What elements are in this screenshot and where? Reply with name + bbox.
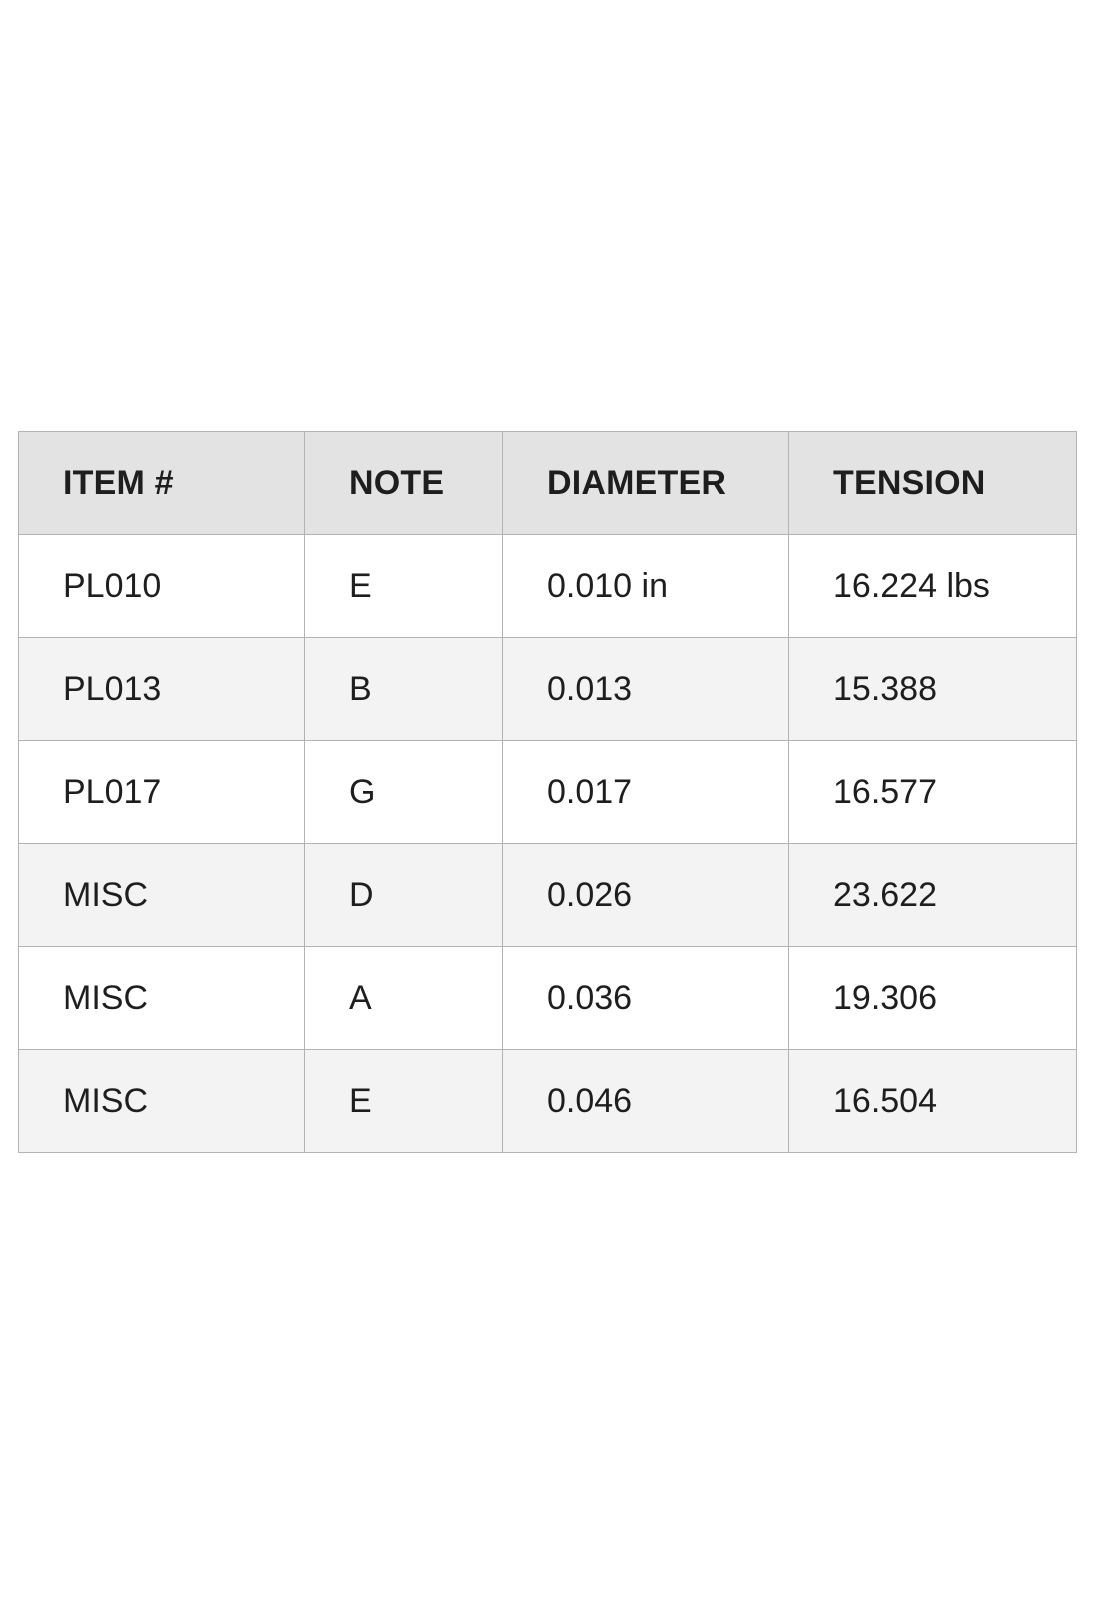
cell-diameter: 0.026 — [503, 844, 789, 947]
cell-item-number: PL017 — [19, 741, 305, 844]
cell-diameter: 0.013 — [503, 638, 789, 741]
header-tension: TENSION — [789, 432, 1077, 535]
table-row — [19, 741, 1077, 844]
string-gauge-table-container — [18, 431, 1076, 1153]
cell-item-number: MISC — [19, 844, 305, 947]
cell-item-number: PL010 — [19, 535, 305, 638]
header-diameter: DIAMETER — [503, 432, 789, 535]
header-item-number: ITEM # — [19, 432, 305, 535]
cell-tension: 16.577 — [789, 741, 1077, 844]
cell-tension: 15.388 — [789, 638, 1077, 741]
cell-diameter: 0.017 — [503, 741, 789, 844]
cell-note: E — [305, 1050, 503, 1153]
table-body — [19, 535, 1077, 1153]
cell-note: D — [305, 844, 503, 947]
table-row — [19, 844, 1077, 947]
cell-item-number: MISC — [19, 1050, 305, 1153]
cell-diameter: 0.010 in — [503, 535, 789, 638]
table-row — [19, 638, 1077, 741]
table-row — [19, 535, 1077, 638]
cell-note: E — [305, 535, 503, 638]
cell-tension: 19.306 — [789, 947, 1077, 1050]
cell-item-number: PL013 — [19, 638, 305, 741]
table-header — [19, 432, 1077, 535]
cell-tension: 23.622 — [789, 844, 1077, 947]
header-note: NOTE — [305, 432, 503, 535]
header-row — [19, 432, 1077, 535]
cell-diameter: 0.046 — [503, 1050, 789, 1153]
cell-note: B — [305, 638, 503, 741]
string-gauge-table — [18, 431, 1077, 1153]
table-row — [19, 1050, 1077, 1153]
cell-tension: 16.504 — [789, 1050, 1077, 1153]
cell-note: G — [305, 741, 503, 844]
cell-note: A — [305, 947, 503, 1050]
cell-item-number: MISC — [19, 947, 305, 1050]
cell-tension: 16.224 lbs — [789, 535, 1077, 638]
cell-diameter: 0.036 — [503, 947, 789, 1050]
table-row — [19, 947, 1077, 1050]
